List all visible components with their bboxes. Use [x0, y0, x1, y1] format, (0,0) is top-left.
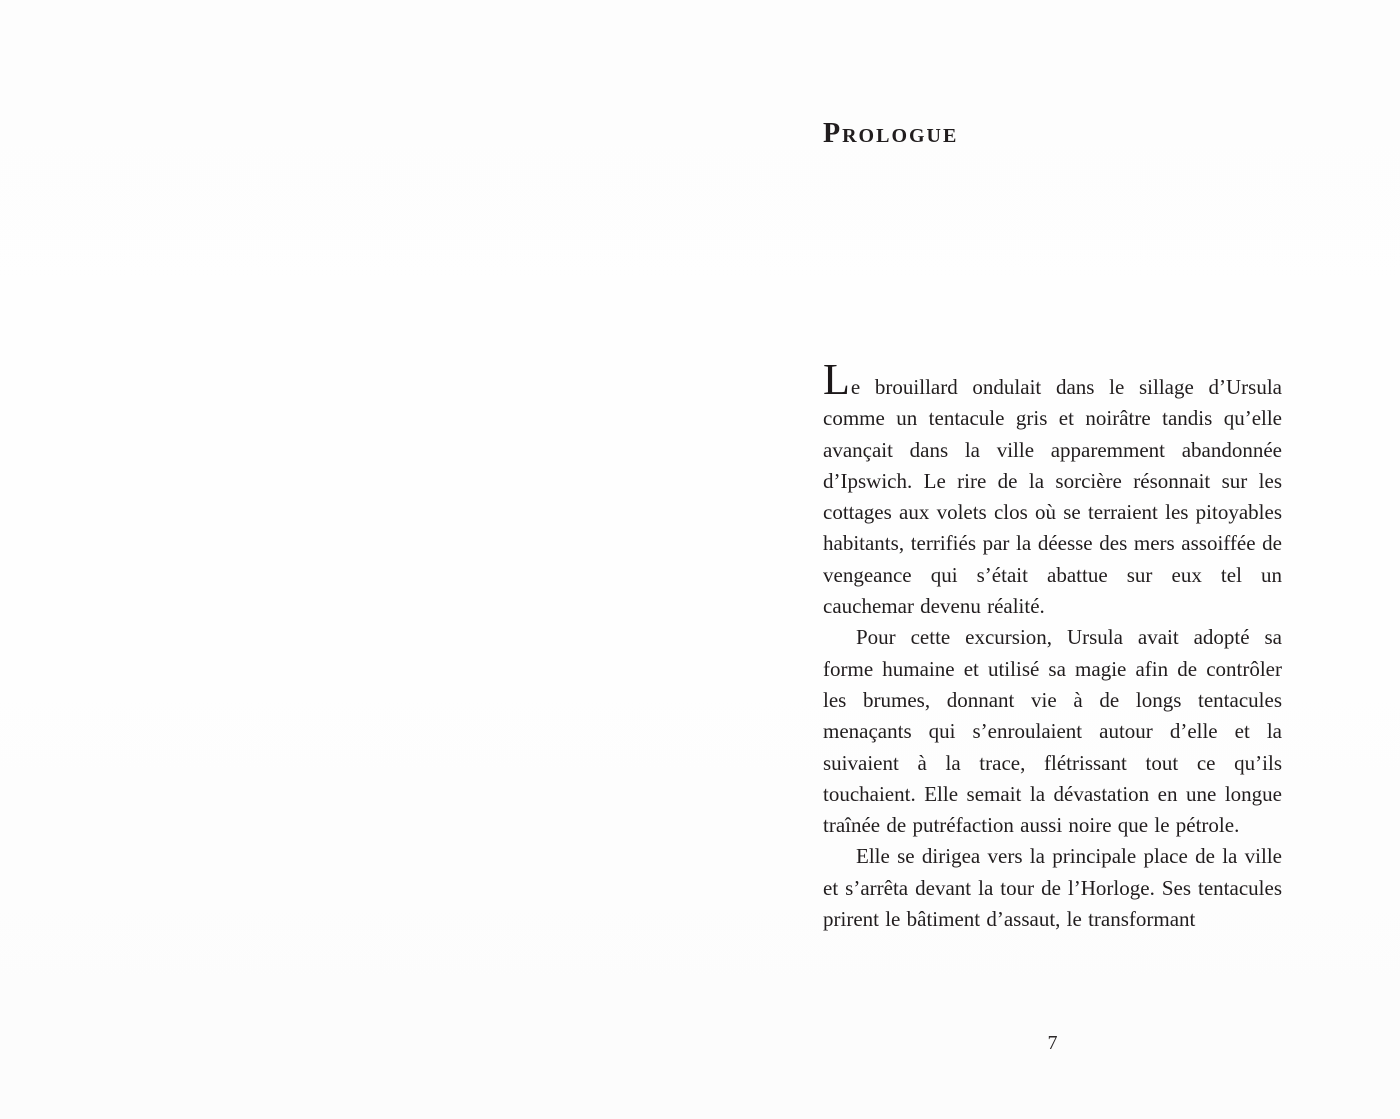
chapter-heading: Prologue — [823, 118, 959, 149]
body-paragraph: Le brouillard ondulait dans le sillage d’Ursula comme un tentacule gris et noirâtre tandis qu’elle avançait dans la ville apparemment abandonnée d’Ipswich. Le rire de la sorcière résonnait sur les cottages aux volets clos où se terraient les pitoyables habitants, terrifiés par la déesse des mers assoiffée de vengeance qui s’était abattue sur eux tel un cauchemar devenu réalité. — [823, 355, 1282, 619]
body-paragraph: Elle se dirigea vers la principale place de la ville et s’arrêta devant la tour de l’Horloge. Ses tentacules prirent le bâtiment d’assaut, le transformant — [823, 844, 1282, 932]
page-number: 7 — [1047, 1032, 1058, 1054]
body-text-block — [823, 355, 1282, 935]
body-paragraph: Pour cette excursion, Ursula avait adopté sa forme humaine et utilisé sa magie afin de contrôler les brumes, donnant vie à de longs tentacules menaçants qui s’enroulaient autour d’elle et la suivaient à la trace, flétrissant tout ce qu’ils touchaient. Elle semait la dévastation en une longue traînée de putréfaction aussi noire que le pétrole. — [823, 625, 1282, 838]
